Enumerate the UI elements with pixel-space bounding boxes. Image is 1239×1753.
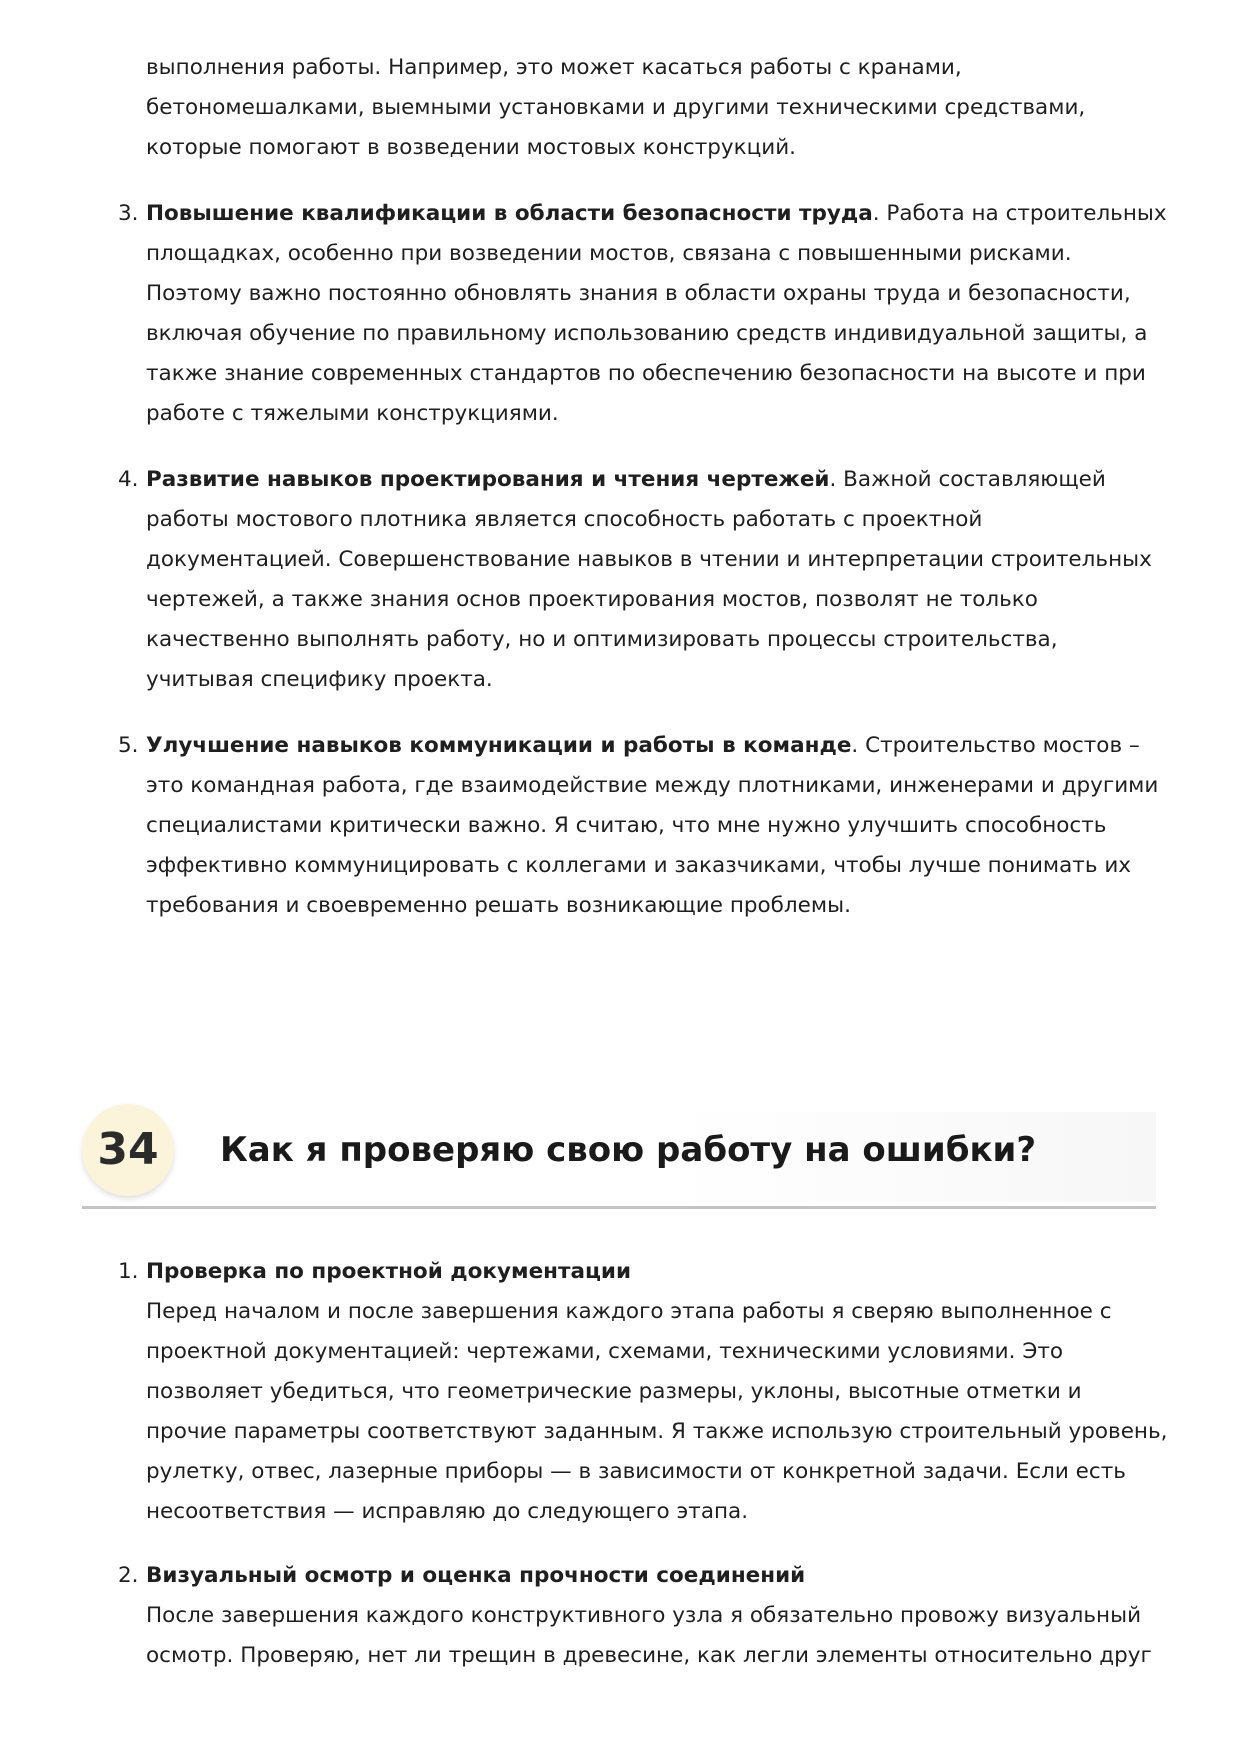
list-item	[118, 194, 1168, 434]
list-item-number: 1.	[118, 1259, 139, 1284]
skills-list	[118, 0, 1168, 918]
list-item-title: Повышение квалификации в области безопасности труда	[146, 201, 873, 226]
list-item-title: Улучшение навыков коммуникации и работы в команде	[146, 733, 852, 758]
section-header	[82, 1104, 1156, 1210]
list-item-title: Развитие навыков проектирования и чтения чертежей	[146, 467, 830, 492]
list-item-text: . Работа на строительных площадках, особенно при возведении мостов, связана с повышенными рисками. Поэтому важно постоянно обновлять знания в области охраны труда и безопасности, включая обучение по правильному использованию средств индивидуальной защиты, а также знание современных стандартов по обеспечению безопасности на высоте и при работе с тяжелыми конструкциями.	[146, 201, 1167, 426]
list-item-title: Визуальный осмотр и оценка прочности соединений	[146, 1563, 806, 1588]
section-number-badge: 34	[82, 1104, 174, 1196]
section-divider	[82, 1206, 1156, 1209]
list-item-number: 3.	[118, 201, 139, 226]
list-item-text: . Важной составляющей работы мостового плотника является способность работать с проектной документацией. Совершенствование навыков в чтении и интерпретации строительных чертежей, а также знания основ проектирования мостов, позволят не только качественно выполнять работу, но и оптимизировать процессы строительства, учитывая специфику проекта.	[146, 467, 1152, 692]
list-item-number: 5.	[118, 733, 139, 758]
error-check-list	[118, 1252, 1168, 1700]
section-title: Как я проверяю свою работу на ошибки?	[220, 1130, 1037, 1170]
list-item-text: После завершения каждого конструктивного узла я обязательно провожу визуальный осмотр. Проверяю, нет ли трещин в древесине, как легли элементы относительно друг	[146, 1603, 1152, 1668]
list-item-text: . Строительство мостов – это командная работа, где взаимодействие между плотниками, инженерами и другими специалистами критически важно. Я считаю, что мне нужно улучшить способность эффективно коммуницировать с коллегами и заказчиками, чтобы лучше понимать их требования и своевременно решать возникающие проблемы.	[146, 733, 1159, 918]
list-item-text: Перед началом и после завершения каждого этапа работы я сверяю выполненное с проектной документацией: чертежами, схемами, техническими условиями. Это позволяет убедиться, что геометрические размеры, уклоны, высотные отметки и прочие параметры соответствуют заданным. Я также использую строительный уровень, рулетку, отвес, лазерные приборы — в зависимости от конкретной задачи. Если есть несоответствия — исправляю до следующего этапа.	[146, 1299, 1168, 1524]
list-item-number: 4.	[118, 467, 139, 492]
list-item-number: 2.	[118, 1563, 139, 1588]
list-item-continuation	[118, 48, 1168, 168]
list-item	[118, 1252, 1168, 1532]
list-item	[118, 726, 1168, 926]
list-item	[118, 460, 1168, 700]
list-item-text: выполнения работы. Например, это может касаться работы с кранами, бетономешалками, выемными установками и другими техническими средствами, которые помогают в возведении мостовых конструкций.	[146, 55, 1086, 160]
list-item	[118, 1556, 1168, 1676]
list-item-title: Проверка по проектной документации	[146, 1259, 632, 1284]
